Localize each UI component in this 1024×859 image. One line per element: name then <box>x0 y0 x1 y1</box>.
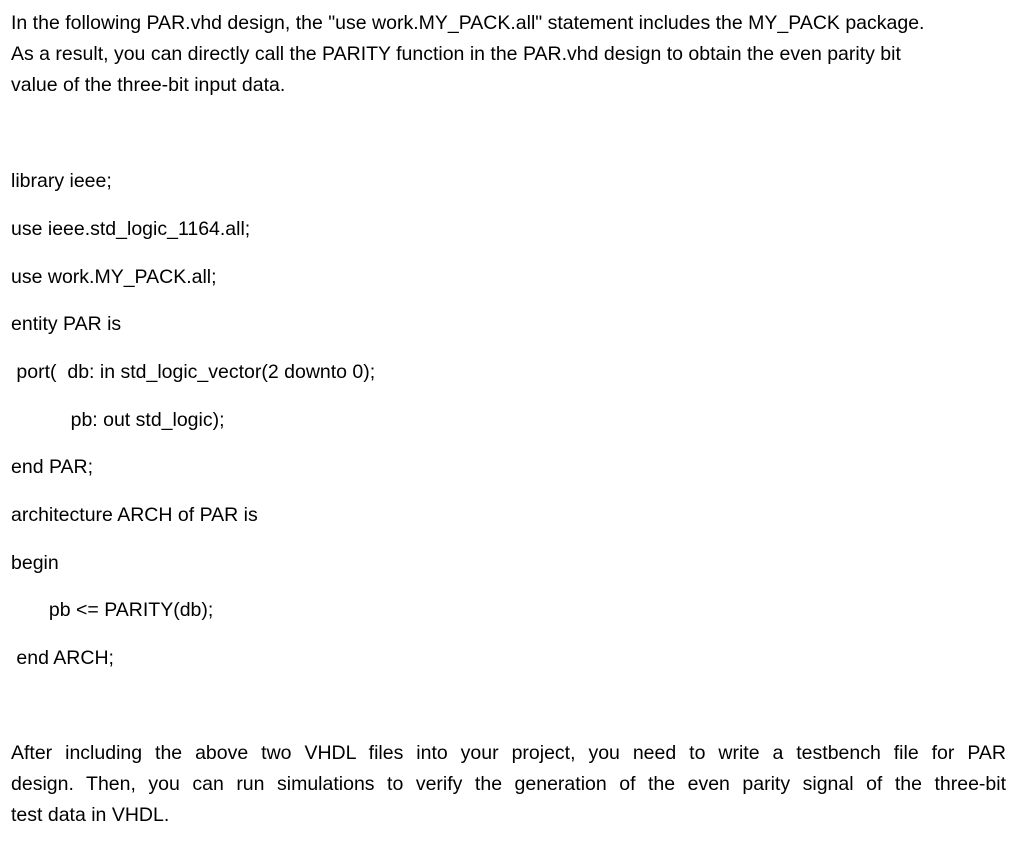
code-line: pb: out std_logic); <box>11 409 225 431</box>
code-line: pb <= PARITY(db); <box>11 599 214 621</box>
code-line: use work.MY_PACK.all; <box>11 266 217 288</box>
code-line: port( db: in std_logic_vector(2 downto 0); <box>11 361 376 383</box>
code-line: end ARCH; <box>11 647 114 669</box>
code-line: use ieee.std_logic_1164.all; <box>11 218 251 240</box>
code-line: library ieee; <box>11 170 112 192</box>
code-line: architecture ARCH of PAR is <box>11 504 258 526</box>
intro-paragraph <box>11 8 1011 101</box>
code-line: end PAR; <box>11 456 94 478</box>
intro-line: In the following PAR.vhd design, the "use work.MY_PACK.all" statement includes the MY_PACK package. <box>11 12 925 34</box>
outro-line: design. Then, you can run simulations to verify the generation of the even parity signal of the three-bit <box>11 773 1006 795</box>
intro-line: value of the three-bit input data. <box>11 74 286 96</box>
outro-line: After including the above two VHDL files into your project, you need to write a testbench file for PAR <box>11 742 1006 764</box>
outro-paragraph <box>11 738 1006 831</box>
intro-line: As a result, you can directly call the PARITY function in the PAR.vhd design to obtain the even parity bit <box>11 43 901 65</box>
code-line: begin <box>11 552 59 574</box>
code-line: entity PAR is <box>11 313 122 335</box>
outro-line: test data in VHDL. <box>11 804 170 826</box>
